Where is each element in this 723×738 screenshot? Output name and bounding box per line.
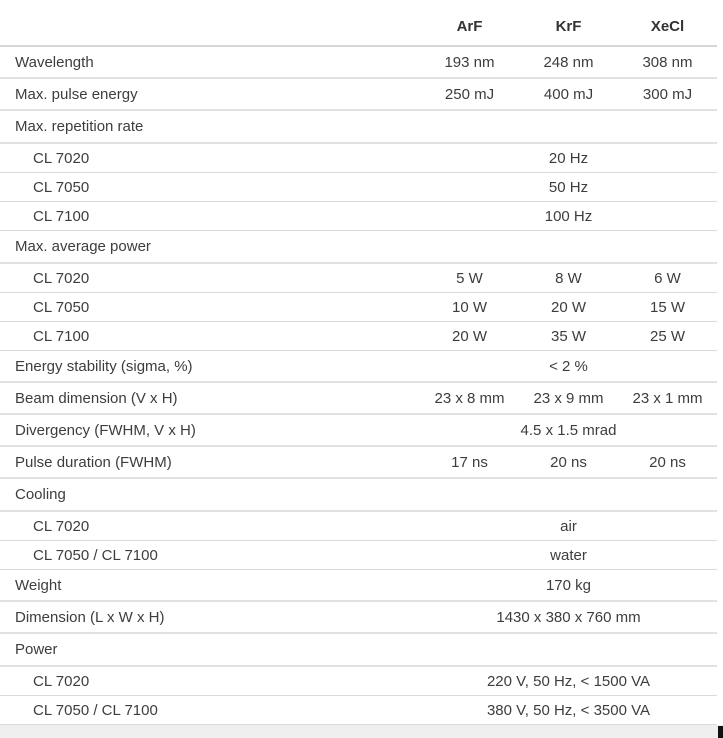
table-row bbox=[0, 79, 717, 111]
cell-value: 10 W bbox=[451, 298, 487, 316]
cell-value: 6 W bbox=[654, 269, 681, 287]
table-row bbox=[0, 415, 717, 447]
cell-value: 5 W bbox=[456, 269, 483, 287]
cell-value: 250 mJ bbox=[444, 85, 495, 103]
table-row bbox=[0, 667, 717, 696]
row-label: Pulse duration (FWHM) bbox=[15, 453, 172, 471]
table-row bbox=[0, 173, 717, 202]
table-row bbox=[0, 293, 717, 322]
column-header-krf: KrF bbox=[555, 18, 582, 35]
table-row bbox=[0, 383, 717, 415]
row-label: CL 7100 bbox=[33, 327, 90, 345]
section-header-row bbox=[0, 231, 717, 264]
row-label: Wavelength bbox=[15, 53, 94, 71]
cell-value: 23 x 1 mm bbox=[632, 389, 703, 407]
section-header-row bbox=[0, 111, 717, 144]
cell-value: 20 W bbox=[550, 298, 586, 316]
column-header-arf: ArF bbox=[456, 18, 483, 35]
row-label: Energy stability (sigma, %) bbox=[15, 357, 193, 375]
table-body bbox=[0, 47, 717, 725]
row-label: Max. pulse energy bbox=[15, 85, 138, 103]
table-row bbox=[0, 47, 717, 79]
section-header-row bbox=[0, 634, 717, 667]
cell-value: 248 nm bbox=[543, 53, 594, 71]
table-header-row bbox=[0, 0, 717, 47]
table-row bbox=[0, 447, 717, 479]
table-row bbox=[0, 144, 717, 173]
table-row bbox=[0, 696, 717, 725]
row-label: Max. repetition rate bbox=[15, 118, 144, 135]
row-label: CL 7050 / CL 7100 bbox=[33, 546, 158, 564]
cell-value: 15 W bbox=[649, 298, 685, 316]
bottom-right-marker bbox=[718, 726, 723, 738]
row-label: CL 7020 bbox=[33, 269, 90, 287]
cell-value-span: water bbox=[550, 546, 587, 564]
cell-value-span: 170 kg bbox=[545, 576, 592, 594]
row-label: Max. average power bbox=[15, 238, 151, 255]
cell-value-span: 380 V, 50 Hz, < 3500 VA bbox=[486, 701, 651, 719]
cell-value: 308 nm bbox=[642, 53, 693, 71]
table-row bbox=[0, 541, 717, 570]
table-row bbox=[0, 351, 717, 383]
row-label: CL 7050 / CL 7100 bbox=[33, 701, 158, 719]
cell-value-span: 100 Hz bbox=[544, 207, 593, 225]
cell-value: 25 W bbox=[649, 327, 685, 345]
cell-value-span: 1430 x 380 x 760 mm bbox=[496, 608, 641, 626]
cell-value: 23 x 8 mm bbox=[434, 389, 505, 407]
row-label: Divergency (FWHM, V x H) bbox=[15, 421, 196, 439]
cell-value: 300 mJ bbox=[642, 85, 693, 103]
section-header-row bbox=[0, 479, 717, 512]
cell-value: 17 ns bbox=[451, 453, 488, 471]
row-label: CL 7020 bbox=[33, 517, 90, 535]
cell-value: 20 ns bbox=[550, 453, 587, 471]
table-row bbox=[0, 264, 717, 293]
column-header-xecl: XeCl bbox=[650, 18, 685, 35]
cell-value: 193 nm bbox=[444, 53, 495, 71]
cell-value: 23 x 9 mm bbox=[533, 389, 604, 407]
row-label: Cooling bbox=[15, 486, 66, 503]
row-label: Power bbox=[15, 641, 58, 658]
row-label: CL 7050 bbox=[33, 178, 90, 196]
cell-value-span: 4.5 x 1.5 mrad bbox=[520, 421, 617, 439]
table-row bbox=[0, 202, 717, 231]
table-row bbox=[0, 602, 717, 634]
row-label: Beam dimension (V x H) bbox=[15, 389, 178, 407]
cell-value-span: air bbox=[560, 517, 577, 535]
cell-value: 35 W bbox=[550, 327, 586, 345]
cell-value: 400 mJ bbox=[543, 85, 594, 103]
cell-value: 20 W bbox=[451, 327, 487, 345]
cell-value-span: 220 V, 50 Hz, < 1500 VA bbox=[486, 672, 651, 690]
row-label: CL 7050 bbox=[33, 298, 90, 316]
table-row bbox=[0, 322, 717, 351]
bottom-strip bbox=[0, 725, 723, 738]
cell-value-span: 20 Hz bbox=[548, 149, 589, 167]
row-label: Weight bbox=[15, 576, 62, 594]
cell-value-span: 50 Hz bbox=[548, 178, 589, 196]
table-row bbox=[0, 570, 717, 602]
cell-value-span: < 2 % bbox=[549, 357, 588, 375]
row-label: CL 7020 bbox=[33, 672, 90, 690]
cell-value: 20 ns bbox=[649, 453, 686, 471]
cell-value: 8 W bbox=[555, 269, 582, 287]
row-label: Dimension (L x W x H) bbox=[15, 608, 165, 626]
table-row bbox=[0, 512, 717, 541]
row-label: CL 7100 bbox=[33, 207, 90, 225]
row-label: CL 7020 bbox=[33, 149, 90, 167]
